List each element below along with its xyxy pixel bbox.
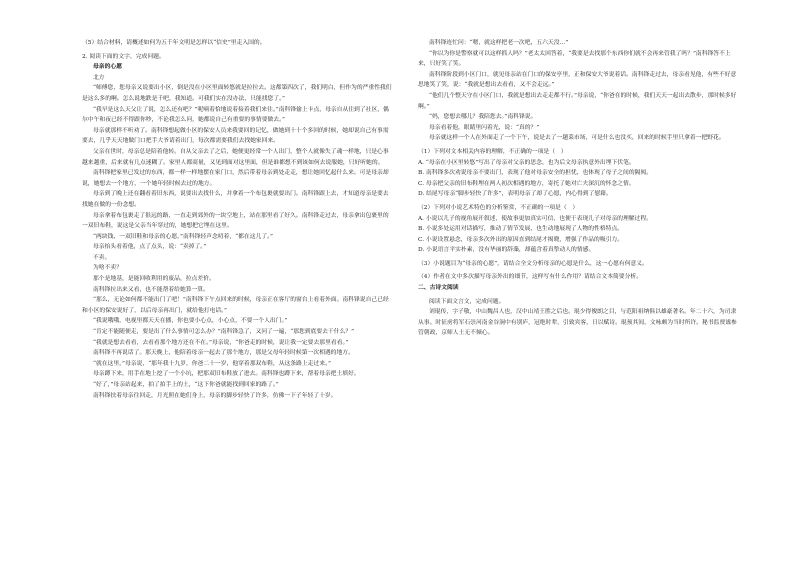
question-2: （2）下列对小说艺术特色的分析鉴赏，不正确的一项是（ ）: [418, 204, 579, 211]
story-paragraph: 南科锋把家里已发过的东西，都一样一样地摆在家门口，然后带着母亲到处走走，想让她回忆起什么来。可是母亲却说，她想去一个地方，一个她年轻时候去过的地方。: [82, 170, 389, 187]
story-line: 不卖。: [93, 254, 111, 261]
story-paragraph: 南科锋连忙问：“嗯，就这样把老一次吧，五六天没…”: [429, 40, 569, 46]
story-paragraph: “我说哦哦，电视里都天天在播，你也要小心点，小心点，不要一个人出门。”: [93, 318, 288, 325]
story-paragraph: 母亲就这样一个人在外面走了一个下午，说是去了一趟菜市场，可是什么也没买，回来的时候手里只拿着一把野花。: [429, 135, 725, 142]
option-a: A. “母亲在小区里转悠”写出了母亲对父亲的思念，也为后文母亲执意外出埋下伏笔。: [418, 159, 635, 166]
question-1: （1）下列对文本相关内容的理解，不正确的一项是（ ）: [418, 148, 567, 155]
story-paragraph: “好了，”母亲站起来，拍了拍手上的土，“这下你爸就能找到回家的路了。”: [93, 382, 279, 388]
section-instruction: 阅读下面文言文，完成问题。: [429, 298, 505, 305]
story-title: 母亲的心愿: [93, 64, 122, 71]
story-line: 为啥不卖？: [93, 265, 122, 272]
story-paragraph: 母亲拿着布包裹走了很远的路，一直走到郊外的一块空地上，站在那里看了好久。南科锋走过去，母亲拿出包裹里的一双旧布鞋，说这是父亲当年穿过的，她想把它埋在这里。: [82, 212, 389, 230]
story-paragraph: “师傅您，您母亲又说要出小区，倒是没在小区里面转悠就是拉拉去。这都第四次了，我们明白，但作为的严重性我们是这么多的啊。怎么说地跌是千吧，我知道。可我们实在没办法，只能找您了。”: [82, 85, 392, 102]
story-paragraph: “妈，您想去哪儿？我陪您去。”南科锋说。: [429, 114, 537, 121]
left-column: [82, 38, 394, 401]
right-column: [418, 38, 740, 339]
story-paragraph: “你以为你是警察就可以这样抓人吗？”老太太回答着，“我要是去找那个东西你们就不会再来管我了吗？”南科锋答不上来，只好笑了笑。: [418, 50, 731, 68]
option-c: C. 母亲把父亲的旧布鞋埋在两人初次相遇的地方，寄托了她对亡夫深沉的怀念之情。: [418, 180, 635, 187]
story-line: 南科锋拉出来又看，也不能帮着给她算一算。: [93, 286, 209, 293]
story-paragraph: 母亲蹲下来，用手在地上挖了一个小坑，把那双旧布鞋放了进去。南科锋也蹲下来，帮着母亲把土填好。: [93, 371, 360, 378]
story-paragraph: “我就是想去看看，去看看那个地方还在不在。”母亲说，“你爸走的时候，说让我一定要去那里看看。”: [93, 339, 349, 346]
question-4: （4）作者在文中多次描写母亲外出的细节，这样写有什么作用？请结合文本简要分析。: [418, 274, 642, 281]
story-paragraph: “两块钱、一双旧鞋和母亲的心愿，”南科锋轻声念叨着，“都在这儿了。”: [93, 233, 273, 240]
option-b: B. 小说多处运用对话描写，推动了情节发展，也生动地展现了人物的性格特点。: [418, 226, 624, 233]
story-paragraph: “他们几个整天守在小区门口，我就是想出去走走都不行。”母亲说，“你爸在的时候，我们天天一起出去散步，那时候多好啊。”: [418, 92, 737, 110]
section-instruction: 2. 阅读下面的文字，完成问题。: [82, 53, 165, 60]
question-5: （5）结合材料，请概述如何为五千年文明是怎样以“信史”里走入国的。: [82, 40, 266, 46]
story-paragraph: “那么，无论如何都不能出门了吧！”南科锋下午点回来的时候，母亲正在客厅的窗台上看着外面。南科锋说自己已经和小区的保安说好了，以后母亲再出门，就给他打电话。”: [82, 297, 389, 314]
option-d: D. 结尾写母亲“脚步轻快了许多”，表明母亲了却了心愿，内心得到了慰藉。: [418, 191, 612, 198]
story-paragraph: 南科锋扶着母亲往回走，月光照在她们身上，母亲的脚步轻快了许多，仿佛一下子年轻了十岁。: [93, 392, 337, 399]
story-author: 北方: [93, 74, 105, 81]
story-paragraph: 母亲抬头看着他，点了点头，说：“卖掉了。”: [93, 244, 207, 251]
story-paragraph: “就在这里，”母亲说，“那年我十九岁，你爸二十一岁，他穿着那双布鞋，从这条路上走过来。”: [93, 360, 331, 367]
option-d: D. 小说语言平实朴素，没有华丽的辞藻，却蕴含着真挚动人的情感。: [418, 247, 595, 254]
story-paragraph: 母亲到了晚上还在翻看着旧东西，说要出去找什么，并拿着一个布包裹就要出门。南科锋跟上去，才知道母亲是要去找她在做的一份念想。: [82, 191, 389, 208]
story-paragraph: 父亲在世时，母亲总是陪着他转。自从父亲去了之后，她便更经常一个人出门，整个人就像失了魂一样地，只是心事越来越重，后来就有几点迷糊了。家里人都商量，又见到面对这里面，但是谁都想不到该如何去说服她，只好听她的。: [82, 148, 389, 166]
story-paragraph: “我早是这么天父让了说，怎么还有吧？”呢喃着恰地说着接着我们来住。”南科锋偷上卡点，母亲自从住到了社区，偶尔中午和夜已经不得跟你吵，不论我怎么问，她都说自己有重要的事情要做去。”: [82, 106, 389, 124]
story-paragraph: 南科锋不再说话了。那天晚上，他陪着母亲一起去了那个地方，那是父母年轻时候第一次相遇的地方。: [93, 350, 354, 357]
story-line: 那个是地基，是能回收利用的废品，拉点差价。: [93, 276, 215, 283]
option-c: C. 小说设置悬念，母亲多次外出的原因直到结尾才揭晓，增强了作品的吸引力。: [418, 236, 624, 243]
classical-text: 刘琨传，字子敬，中山魏昌人也，汉中山靖王胜之后也。琨少得俊朗之目，与范阳祖纳俱以雄豪著名。年二十六，为司隶从事。时征虏将军石崇河南金谷涧中有别庐，冠绝时辈，引致宾客，日以赋诗。琨预其间，文咏颇为当时所许。秘书监贾谧参管朝政，京师人士无不倾心。: [418, 309, 737, 337]
story-paragraph: “肯定不能随便走，要是出了什么事情可怎么办？”南科锋急了，又问了一遍，“那您到底要去干什么？”: [93, 329, 355, 336]
story-paragraph: 母亲看着他，眼睛里闪着光，说：“真的？”: [429, 124, 540, 131]
story-paragraph: 南科锋阶段到小区门口，就见母亲站在门口的保安亭里，正和保安大爷说着话。南科锋走过去，母亲看见他，有些不好意思地笑了笑，说：“我就是想出去看看，又不会走远。”: [418, 71, 737, 89]
question-3: （3）小说题目为“母亲的心愿”，请结合全文分析母亲的心愿是什么，这一心愿有何意义。: [418, 260, 648, 267]
story-paragraph: 母亲就那样不听劝了。南科锋想起做小区的保安人员来我要回的记忆，做她到十十个多回的时候，她却说自己有事需要去，几乎天天地做门口把手大爷请着出门，每次都需要我们去找她家回来。: [82, 127, 389, 145]
option-a: A. 小说以儿子的视角展开叙述，使故事更加真实可信，也便于表现儿子对母亲的理解过程。: [418, 215, 652, 222]
section-heading: 二、古诗文阅读: [418, 285, 459, 292]
option-b: B. 南科锋多次劝说母亲不要出门，表现了他对母亲安全的担忧，也体现了母子之间的隔阂。: [418, 170, 653, 177]
